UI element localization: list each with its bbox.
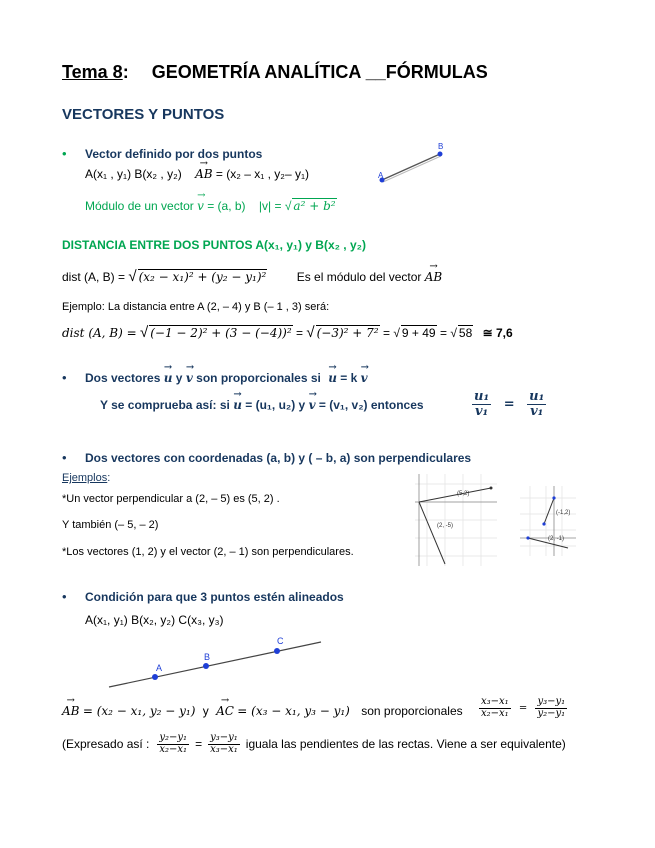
b4-exp-b: iguala las pendientes de las rectas. Viene a ser equivalente) — [245, 737, 566, 751]
example-eq2: = — [382, 326, 390, 340]
b3-ex1: *Un vector perpendicular a (2, – 5) es (5, 2) . — [62, 493, 280, 505]
aligned-label-b: B — [204, 652, 211, 662]
b2-u2: → u — [328, 371, 337, 385]
b1-points — [85, 167, 309, 181]
distance-heading: DISTANCIA ENTRE DOS PUNTOS A(x₁, y₁) y B(x₂ , y₂) — [62, 238, 366, 252]
distance-formula — [62, 268, 442, 285]
b1-modulo-abs: |v| = — [258, 199, 282, 213]
b3-ejemplos — [62, 472, 110, 484]
graph1-grid — [415, 474, 497, 566]
b4-ab-expr: = (x₂ − x₁, y₂ − y₁) — [82, 704, 196, 718]
b4-formula — [62, 704, 463, 718]
b2-v2: → v — [361, 371, 368, 385]
example-eq1: = — [296, 326, 304, 340]
b1-modulo-eq: = (a, b) — [207, 199, 246, 213]
graph2-point-1 — [542, 522, 545, 525]
bullet-dot: • — [62, 146, 67, 161]
b4-e2 — [208, 733, 240, 755]
title-main: GEOMETRÍA ANALÍTICA __FÓRMULAS — [151, 62, 488, 82]
b3-heading: Dos vectores con coordenadas (a, b) y ( – b, a) son perpendiculares — [85, 451, 472, 465]
title-colon: : — [122, 62, 129, 82]
b4-points: A(x₁, y₁) B(x₂, y₂) C(x₃, y₃) — [85, 613, 224, 627]
dist-note: Es el módulo del vector — [296, 270, 422, 284]
distance-example-text: Ejemplo: La distancia entre A (2, – 4) y B (– 1 , 3) será: — [62, 301, 330, 313]
b1-heading: Vector definido por dos puntos — [85, 147, 263, 161]
graph2-vector-1 — [544, 498, 554, 524]
b4-ac: → AC — [216, 704, 234, 718]
b4-ac-expr: = (x₃ − x₁, y₃ − y₁) — [237, 704, 350, 718]
aligned-label-c: C — [277, 636, 284, 646]
b2-heading — [85, 371, 368, 385]
b1-sqrt-sign: √ — [284, 199, 292, 213]
b2-frac2 — [527, 390, 546, 418]
graph1-label-2: (2, -5) — [437, 523, 454, 529]
b2-frac1-num: u₁ — [474, 389, 490, 404]
b2-heading-a: Dos vectores — [85, 371, 161, 385]
example-approx: ≅ 7,6 — [482, 326, 513, 340]
aligned-points-diagram — [105, 634, 330, 692]
graph1-point — [490, 487, 493, 490]
b4-f2 — [535, 697, 567, 719]
b1-vec-expr: = (x₂ – x₁ , y₂– y₁) — [215, 167, 310, 181]
diagram-label-b: B — [438, 142, 444, 151]
aligned-point-a — [152, 674, 158, 680]
b3-ejemplos-label: Ejemplos — [62, 472, 108, 484]
graph1-vector-2 — [419, 502, 445, 564]
dist-formula-rad: (x₂ − x₁)² + (y₂ − y₁)² — [138, 270, 267, 284]
bullet-dot: • — [62, 450, 67, 465]
aligned-point-b — [203, 663, 209, 669]
section-vectores-puntos: VECTORES Y PUNTOS — [62, 106, 225, 123]
bullet-dot: • — [62, 370, 67, 385]
distance-example-calc — [62, 324, 513, 341]
bullet-dot: • — [62, 589, 67, 604]
b4-f1 — [479, 697, 511, 719]
b1-modulo-text: Módulo de un vector — [85, 199, 194, 213]
page-title — [62, 62, 488, 83]
b2-fraction-eq — [470, 390, 548, 418]
b4-e-eq: = — [195, 737, 203, 751]
title-tema: Tema 8 — [62, 62, 123, 82]
graph2-point-3 — [552, 496, 555, 499]
b4-exp-a: (Expresado así : — [62, 737, 150, 751]
b1-vec-ab: → AB — [195, 167, 212, 181]
b2-eqk: = k — [340, 371, 358, 385]
example-s4: 58 — [458, 326, 473, 340]
b4-e1-den: x₂−x₁ — [159, 743, 188, 755]
b4-f-eq: = — [518, 702, 528, 714]
b2-v: → v — [186, 371, 193, 385]
b2-v3: → v — [309, 398, 316, 412]
diagram-label-a: A — [378, 171, 384, 180]
example-sqrt4: √ — [450, 326, 457, 340]
b1-modulo — [85, 198, 337, 213]
example-s1: (−1 − 2)² + (3 − (−4))² — [150, 326, 292, 340]
b4-prop-fractions — [477, 697, 569, 719]
b2-line2 — [100, 398, 424, 412]
perpendicular-graph-2 — [520, 486, 576, 556]
b3-ex2: Y también (– 5, – 2) — [62, 519, 159, 531]
vector-ab-diagram — [370, 140, 460, 190]
b2-heading-b: son proporcionales si — [196, 371, 321, 385]
example-sqrt1: √ — [140, 324, 149, 341]
b4-heading: Condición para que 3 puntos estén alineados — [85, 590, 344, 604]
example-s2: (−3)² + 7² — [316, 326, 379, 340]
b4-expressed — [62, 733, 566, 755]
aligned-label-a: A — [156, 663, 163, 673]
b4-f1-den: x₂−x₁ — [481, 707, 509, 719]
b1-modulo-v: → v — [197, 199, 204, 213]
b2-line2-b: = (u₁, u₂) y — [245, 398, 306, 412]
b4-e2-den: x₃−x₁ — [210, 743, 238, 755]
b4-prop: son proporcionales — [361, 704, 463, 718]
graph2-grid — [520, 486, 576, 556]
dist-note-vec: → AB — [425, 270, 442, 284]
graph2-point-2 — [526, 536, 529, 539]
graph1-label-1: (5,2) — [457, 491, 470, 497]
perpendicular-graph-1 — [415, 474, 497, 566]
example-label: dist (A, B) = — [62, 326, 137, 340]
b4-f2-num: y₃−y₁ — [537, 696, 566, 707]
graph2-label-2: (2, -1) — [548, 536, 565, 542]
b2-frac-eq: = — [503, 396, 515, 412]
graph1-vector-1 — [419, 488, 491, 502]
b4-y: y — [202, 704, 209, 718]
vector-ab-line — [382, 154, 440, 180]
b4-e2-num: y₃−y₁ — [210, 732, 238, 743]
b2-frac2-den: v₁ — [530, 403, 544, 419]
b2-line2-a: Y se comprueba así: si — [100, 398, 230, 412]
b3-ex3: *Los vectores (1, 2) y el vector (2, – 1) son perpendiculares. — [62, 546, 354, 558]
b2-frac1 — [472, 390, 491, 418]
vector-ab-line-shadow — [383, 156, 441, 182]
b4-f2-den: y₂−y₁ — [537, 707, 566, 719]
b2-u3: → u — [233, 398, 242, 412]
aligned-point-c — [274, 648, 280, 654]
b4-e1-num: y₂−y₁ — [159, 732, 188, 743]
example-sqrt3: √ — [393, 326, 400, 340]
b2-u: → u — [164, 371, 173, 385]
b1-points-text: A(x₁ , y₁) B(x₂ , y₂) — [85, 167, 182, 181]
example-s3: 9 + 49 — [401, 326, 436, 340]
dist-label: dist (A, B) = — [62, 270, 126, 284]
b4-ab: → AB — [62, 704, 79, 718]
b2-frac1-den: v₁ — [474, 403, 489, 419]
b1-modulo-sqrt: a² + b² — [293, 199, 336, 213]
example-sqrt2: √ — [306, 324, 315, 341]
aligned-line — [109, 642, 321, 687]
b2-y: y — [175, 371, 183, 385]
b2-frac2-num: u₁ — [529, 389, 545, 404]
dist-sqrt-sign: √ — [128, 268, 137, 285]
b2-line2-c: = (v₁, v₂) entonces — [318, 398, 424, 412]
b4-f1-num: x₃−x₁ — [481, 696, 509, 707]
graph2-label-1: (-1,2) — [556, 510, 571, 516]
example-eq3: = — [439, 326, 447, 340]
point-b — [438, 152, 443, 157]
b4-e1 — [157, 733, 189, 755]
b3-ejemplos-colon: : — [107, 472, 111, 484]
